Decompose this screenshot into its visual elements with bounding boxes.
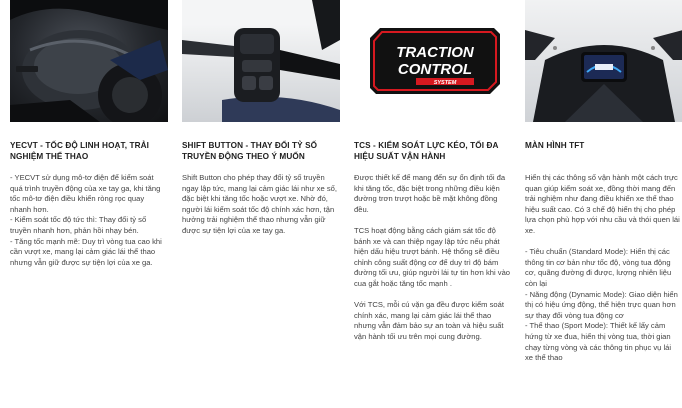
feature-paragraph: Với TCS, mỗi cú vặn ga đều được kiểm soát chính xác, mang lại cảm giác lái thể thao nhưng vẫn đảm bảo sự an toàn và hiệu suất vận hành tối ưu trên mọi cung đường.: [354, 300, 504, 341]
feature-paragraph: - Tiêu chuẩn (Standard Mode): Hiển thị các thông tin cơ bản như tốc độ, vòng tua động cơ, quãng đường đi được, lượng nhiên liệu còn lại - Năng động (Dynamic Mode): Giao diện hiển thị có hiệu ứng động, thể hiện trực quan hơn sự thay đổi vòng tua động cơ - Thể thao (Sport Mode): Thiết kế lấy cảm hứng từ xe đua, hiển thị vòng tua, thời gian chạy từng vòng và các thông tin phục vụ lái xe thể thao: [525, 247, 678, 363]
feature-card-shift-button: [182, 0, 340, 235]
feature-description: [182, 173, 338, 247]
shift-button-image: [182, 0, 340, 122]
feature-title: MÀN HÌNH TFT: [525, 141, 585, 150]
feature-card-tft: [525, 0, 682, 363]
feature-description: [354, 173, 510, 353]
feature-description: [10, 173, 166, 268]
logo-line3: SYSTEM: [433, 80, 457, 86]
feature-title: TCS - KIỂM SOÁT LỰC KÉO, TỐI ĐA HIỆU SUẤT VẬN HÀNH: [354, 141, 499, 161]
engine-illustration: [10, 0, 168, 122]
dashboard-illustration: [525, 0, 682, 122]
feature-title: YECVT - TỐC ĐỘ LINH HOẠT, TRẢI NGHIỆM THỂ THAO: [10, 141, 149, 161]
feature-card-yecvt: [10, 0, 168, 267]
traction-control-logo: [354, 0, 512, 122]
logo-line2: CONTROL: [397, 61, 473, 78]
handlebar-switch-illustration: [182, 0, 340, 122]
feature-paragraph: Hiển thị các thông số vận hành một cách trực quan giúp kiểm soát xe, đồng thời mang đến trải nghiệm như đang điều khiển xe thể thao hiệu suất cao. Có 3 chế độ hiển thị cho phép lựa chọn phù hợp với nhu cầu và thói quen lái xe.: [525, 173, 680, 235]
tcs-logo-image: [354, 0, 512, 122]
feature-description: [525, 173, 681, 374]
feature-title: SHIFT BUTTON - THAY ĐỔI TỶ SỐ TRUYỀN ĐỘNG THEO Ý MUỐN: [182, 141, 318, 161]
feature-paragraph: - Tăng tốc mạnh mẽ: Duy trì vòng tua cao khi cần vượt xe, mang lại cảm giác lái thể thao nhưng vẫn giữ được sự tiện lợi của xe ga.: [10, 236, 162, 267]
feature-paragraph: TCS hoạt động bằng cách giám sát tốc độ bánh xe và can thiệp ngay lập tức nếu phát hiện dấu hiệu trượt bánh. Hệ thống sẽ điều chỉnh công suất động cơ để duy trì độ bám đường tối ưu, giúp người lái tự tin hơn khi vào cua gắt hoặc tăng tốc mạnh .: [354, 225, 511, 288]
tft-screen-image: [525, 0, 682, 122]
feature-paragraph: - YECVT sử dụng mô-tơ điện để kiểm soát quá trình truyền động của xe tay ga, khi tăng tốc mô-tơ điện điều khiển ròng rọc quay nhanh hơn.: [10, 173, 161, 214]
feature-paragraph: Được thiết kế để mang đến sự ổn định tối đa khi tăng tốc, đặc biệt trong những điều kiện đường trơn trượt hoặc bề mặt không đồng đều.: [354, 173, 506, 214]
feature-paragraph: Shift Button cho phép thay đổi tỷ số truyền ngay lập tức, mang lại cảm giác lái như xe số, đặc biệt khi tăng tốc hoặc vượt xe. Nhờ đó, người lái kiểm soát tốc độ chính xác hơn, tận hưởng trải nghiệm thể thao nhưng vẫn giữ được sự tiện lợi của xe tay ga.: [182, 173, 337, 235]
logo-line1: TRACTION: [396, 44, 474, 61]
feature-paragraph: - Kiểm soát tốc độ tức thì: Thay đổi tỷ số truyền nhanh hơn, phản hồi nhạy bén.: [10, 215, 147, 235]
yecvt-engine-image: [10, 0, 168, 122]
feature-card-tcs: [354, 0, 512, 341]
